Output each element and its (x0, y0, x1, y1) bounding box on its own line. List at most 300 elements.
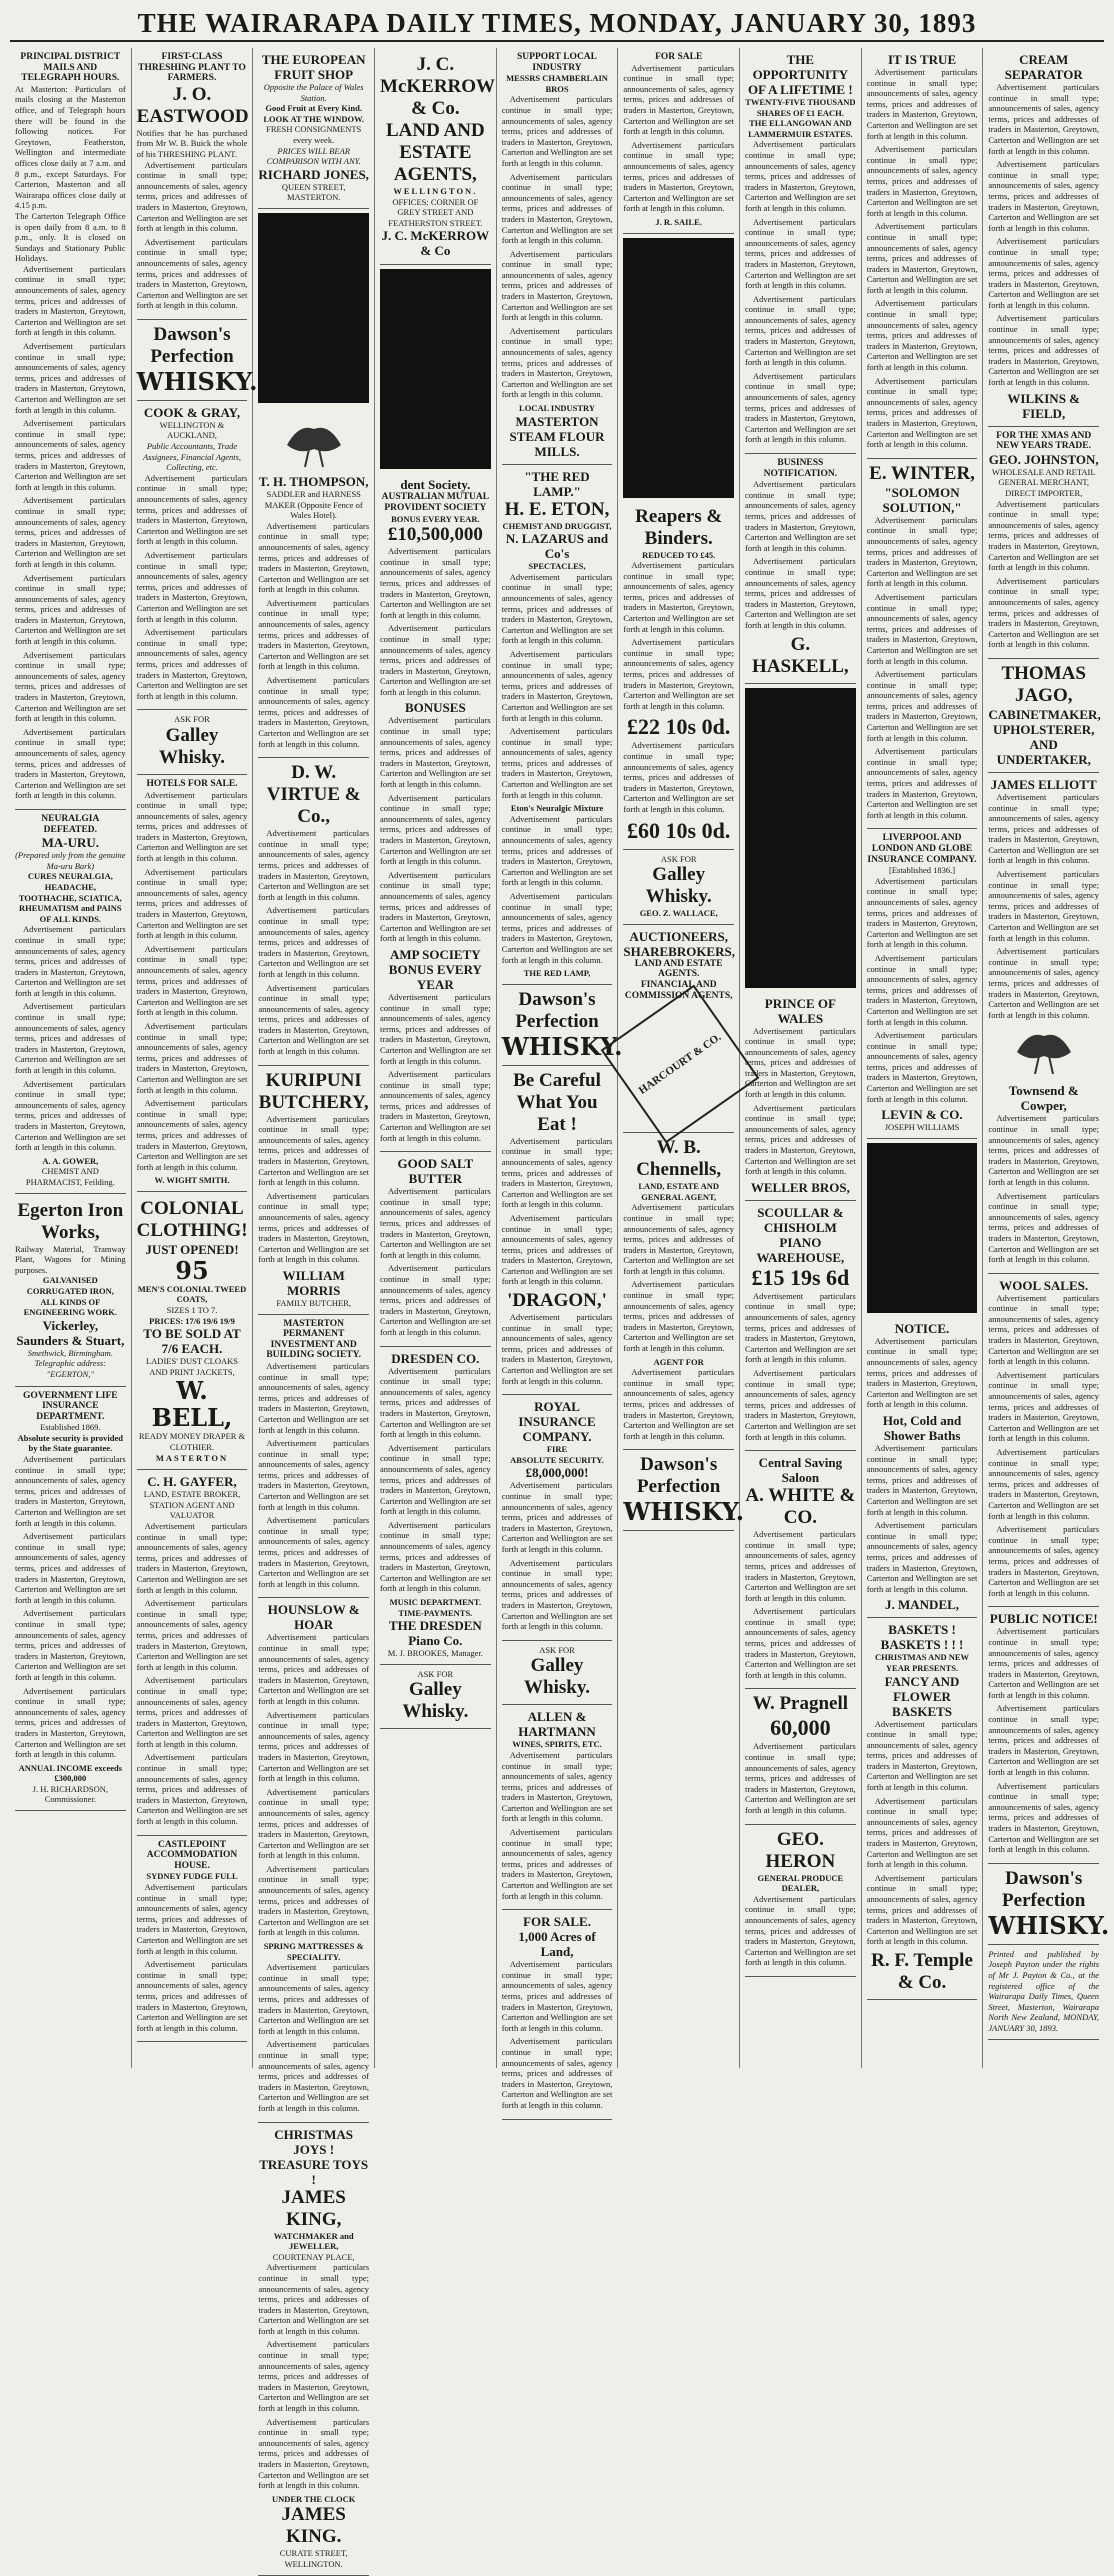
ellangowan: THE ELLANGOWAN AND LAMMERMUIR ESTATES. (748, 118, 853, 139)
j-mandel: J. MANDEL, (885, 1597, 960, 1613)
land-estate-agents: LAND AND ESTATE AGENTS. (634, 958, 723, 980)
bonuses-body: Advertisement particulars continue in small type; announcements of sales, agency terms, prices and addresses of traders in Masterton, Greytown, Carterton and Wellington are set forth at length in this column. (380, 792, 491, 867)
colonial-clothing: COLONIAL CLOTHING! (136, 1197, 248, 1241)
lazarus: N. LAZARUS and Co's (505, 531, 609, 562)
fresh-consignments: FRESH CONSIGNMENTS every week. (266, 124, 362, 145)
amp-society: AMP SOCIETY (390, 946, 481, 962)
neuralgic-body: Advertisement particulars continue in small type; announcements of sales, agency terms, prices and addresses of traders in Masterton, Greytown, Carterton and Wellington are set forth at length in this column. (501, 813, 613, 888)
solomon-body: Advertisement particulars continue in small type; announcements of sales, agency terms, prices and addresses of traders in Masterton, Greytown, Carterton and Wellington are set forth at length in this column. (866, 591, 978, 666)
coat-sale-price: TO BE SOLD AT 7/6 EACH. (143, 1326, 241, 1357)
chennells-role: LAND, ESTATE AND GENERAL AGENT, (638, 1181, 720, 1202)
liverpool-established: [Established 1836.] (888, 865, 956, 876)
dawsons-title-3: Dawson's Perfection (637, 1454, 721, 1498)
saddle-icon-2 (1009, 1024, 1079, 1079)
upholsterer: UPHOLSTERER, (992, 721, 1095, 737)
ask-for-label-3: ASK FOR (539, 1644, 575, 1655)
ladies-dust: LADIES' DUST CLOAKS AND PRINT JACKETS, (145, 1356, 239, 1377)
salt-butter: GOOD SALT BUTTER (397, 1156, 474, 1187)
spring-mattresses: SPRING MATTRESSES & SPECIALITY. (263, 1941, 364, 1962)
mails-body: Advertisement particulars continue in small type; announcements of sales, agency terms, prices and addresses of traders in Masterton, Greytown, Carterton and Wellington are set forth at length in this column. (15, 649, 126, 724)
central-saving: Central Saving Saloon (758, 1455, 843, 1486)
mckerrow-title-2: J. C. McKERROW & Co (381, 228, 490, 259)
vickerley-title: Vickerley, Saunders & Stuart, (16, 1317, 125, 1348)
family-butcher: FAMILY BUTCHER, (276, 1297, 352, 1308)
haskell-name: G. HASKELL, (752, 633, 849, 677)
price-60: £60 10s 0d. (627, 817, 731, 843)
railway-text: Railway Material, Tramway Plant, Wagons for Mining purposes. (15, 1243, 126, 1275)
solomon-solution: "SOLOMON SOLUTION," (882, 484, 962, 515)
threshing-body: Advertisement particulars continue in small type; announcements of sales, agency terms, prices and addresses of traders in Masterton, Greytown, Carterton and Wellington are set forth at length in this column. (136, 159, 248, 234)
government-security: Absolute security is provided by the State guarantee. (17, 1432, 124, 1454)
twenty-five-shares: TWENTY-FIVE THOUSAND SHARES OF £1 EACH. (745, 97, 856, 118)
chamberlain-bros: MESSRS CHAMBERLAIN BROS (506, 73, 608, 94)
dragon-body: Advertisement particulars continue in small type; announcements of sales, agency terms, prices and addresses of traders in Masterton, Greytown, Carterton and Wellington are set forth at length in this column. (501, 1312, 613, 1386)
galley-whisky-3: Galley Whisky. (524, 1655, 591, 1699)
red-lamp-2: THE RED LAMP, (523, 968, 591, 979)
column-1 (10, 48, 132, 2068)
solomon-body: Advertisement particulars continue in small type; announcements of sales, agency terms, prices and addresses of traders in Masterton, Greytown, Carterton and Wellington are set forth at length in this column. (866, 669, 978, 743)
maru-sub: (Prepared only from the genuine Ma-uru Bark) (15, 850, 126, 871)
dw-virtue: D. W. VIRTUE & Co., (266, 762, 361, 828)
general-producer: GENERAL PRODUCE DEALER, (757, 1872, 844, 1894)
prince-body: Advertisement particulars continue in small type; announcements of sales, agency terms, prices and addresses of traders in Masterton, Greytown, Carterton and Wellington are set forth at length in this column. (745, 1025, 856, 1100)
castlepoint-body: Advertisement particulars continue in small type; announcements of sales, agency terms, prices and addresses of traders in Masterton, Greytown, Carterton and Wellington are set forth at length in this column. (136, 1959, 248, 2033)
dw-virtue-body: Advertisement particulars continue in small type; announcements of sales, agency terms, prices and addresses of traders in Masterton, Greytown, Carterton and Wellington are set forth at length in this column. (258, 982, 370, 1057)
auctioneers: AUCTIONEERS, (629, 928, 728, 944)
separator-body: Advertisement particulars continue in small type; announcements of sales, agency terms, prices and addresses of traders in Masterton, Greytown, Carterton and Wellington are set forth at length in this column. (988, 313, 1100, 388)
sharebrokers: SHAREBROKERS, (623, 943, 735, 959)
wilkins-field: WILKINS & FIELD, (1007, 390, 1081, 421)
james-king: JAMES KING, (281, 2186, 346, 2230)
coat-sizes: SIZES 1 TO 7. (166, 1305, 218, 1316)
absolute-security: ABSOLUTE SECURITY. (510, 1454, 604, 1465)
careful-body: Advertisement particulars continue in small type; announcements of sales, agency terms, prices and addresses of traders in Masterton, Greytown, Carterton and Wellington are set forth at length in this column. (501, 1135, 613, 1210)
dresden-co: DRESDEN CO. (391, 1350, 480, 1366)
elliott-body: Advertisement particulars continue in small type; announcements of sales, agency terms, prices and addresses of traders in Masterton, Greytown, Carterton and Wellington are set forth at length in this column. (988, 869, 1100, 943)
government-heading: GOVERNMENT LIFE INSURANCE DEPARTMENT. (23, 1390, 118, 1422)
redacted-block (258, 213, 369, 403)
galley-whisky-4: Galley Whisky. (645, 864, 712, 908)
gayfer-name: C. H. GAYFER, (147, 1474, 237, 1490)
hounslow-body: Advertisement particulars continue in small type; announcements of sales, agency terms, prices and addresses of traders in Masterton, Greytown, Carterton and Wellington are set forth at length in this column. (258, 1632, 370, 1706)
etons-neuralgic: Eton's Neuralgic Mixture (510, 803, 604, 814)
column-4 (375, 48, 497, 2068)
permanent-society: MASTERTON PERMANENT INVESTMENT AND BUILDING SOCIETY. (266, 1318, 362, 1361)
royal-body: Advertisement particulars continue in small type; announcements of sales, agency terms, prices and addresses of traders in Masterton, Greytown, Carterton and Wellington are set forth at length in this column. (501, 1480, 613, 1554)
egerton-title: Egerton Iron Works, (17, 1199, 124, 1243)
galvanised: GALVANISED CORRUGATED IRON, (26, 1275, 114, 1296)
dragon: 'DRAGON,' (507, 1290, 607, 1312)
solomon-body: Advertisement particulars continue in small type; announcements of sales, agency terms, prices and addresses of traders in Masterton, Greytown, Carterton and Wellington are set forth at length in this column. (866, 514, 978, 589)
wight-smith: W. WIGHT SMITH. (154, 1175, 230, 1186)
government-body: Advertisement particulars continue in small type; announcements of sales, agency terms, prices and addresses of traders in Masterton, Greytown, Carterton and Wellington are set forth at length in this column. (15, 1608, 126, 1682)
piano-warehouse: PIANO WAREHOUSE, (756, 1234, 845, 1265)
ready-money: READY MONEY DRAPER & CLOTHIER. (138, 1431, 246, 1453)
bell-town: MASTERTON (155, 1452, 229, 1463)
wines-spirits: WINES, SPIRITS, ETC. (512, 1739, 602, 1750)
threshing-text: Notifies that he has purchased from Mr W. B. Buick the whole of his THRESHING PLANT. (136, 127, 248, 159)
royal-insurance: ROYAL INSURANCE COMPANY. (518, 1399, 596, 1445)
agent-body: Advertisement particulars continue in small type; announcements of sales, agency terms, prices and addresses of traders in Masterton, Greytown, Carterton and Wellington are set forth at length in this column. (623, 1367, 735, 1441)
townsend-body: Advertisement particulars continue in small type; announcements of sales, agency terms, prices and addresses of traders in Masterton, Greytown, Carterton and Wellington are set forth at length in this column. (988, 1113, 1100, 1187)
mails-heading: PRINCIPAL DISTRICT MAILS AND TELEGRAPH HOURS. (20, 52, 121, 84)
james-king-body: Advertisement particulars continue in small type; announcements of sales, agency terms, prices and addresses of traders in Masterton, Greytown, Carterton and Wellington are set forth at length in this column. (258, 2416, 370, 2491)
dresden-body: Advertisement particulars continue in small type; announcements of sales, agency terms, prices and addresses of traders in Masterton, Greytown, Carterton and Wellington are set forth at length in this column. (380, 1442, 491, 1517)
kuripuni-body: Advertisement particulars continue in small type; announcements of sales, agency terms, prices and addresses of traders in Masterton, Greytown, Carterton and Wellington are set forth at length in this column. (258, 1113, 370, 1188)
true-body: Advertisement particulars continue in small type; announcements of sales, agency terms, prices and addresses of traders in Masterton, Greytown, Carterton and Wellington are set forth at length in this column. (866, 67, 978, 141)
mattress-body: Advertisement particulars continue in small type; announcements of sales, agency terms, prices and addresses of traders in Masterton, Greytown, Carterton and Wellington are set forth at length in this column. (258, 2039, 370, 2113)
bonuses: BONUSES (405, 700, 466, 716)
column-9 (983, 48, 1110, 2068)
for-sale-label: FOR SALE (655, 52, 703, 62)
acres-body: Advertisement particulars continue in small type; announcements of sales, agency terms, prices and addresses of traders in Masterton, Greytown, Carterton and Wellington are set forth at length in this column. (501, 2036, 613, 2110)
separator-body: Advertisement particulars continue in small type; announcements of sales, agency terms, prices and addresses of traders in Masterton, Greytown, Carterton and Wellington are set forth at length in this column. (988, 82, 1100, 156)
bonuses-body: Advertisement particulars continue in small type; announcements of sales, agency terms, prices and addresses of traders in Masterton, Greytown, Carterton and Wellington are set forth at length in this column. (380, 715, 491, 790)
column-6 (618, 48, 745, 2068)
business-notification: BUSINESS NOTIFICATION. (763, 458, 838, 479)
saddler-body: Advertisement particulars continue in small type; announcements of sales, agency terms, prices and addresses of traders in Masterton, Greytown, Carterton and Wellington are set forth at length in this column. (258, 520, 370, 595)
separator-body: Advertisement particulars continue in small type; announcements of sales, agency terms, prices and addresses of traders in Masterton, Greytown, Carterton and Wellington are set forth at length in this column. (988, 236, 1100, 310)
bonus-year: BONUS EVERY YEAR. (391, 513, 480, 524)
saddler-body: Advertisement particulars continue in small type; announcements of sales, agency terms, prices and addresses of traders in Masterton, Greytown, Carterton and Wellington are set forth at length in this column. (258, 597, 370, 672)
chennells-body: Advertisement particulars continue in small type; announcements of sales, agency terms, prices and addresses of traders in Masterton, Greytown, Carterton and Wellington are set forth at length in this column. (623, 1279, 735, 1354)
reapers-body: Advertisement particulars continue in small type; announcements of sales, agency terms, prices and addresses of traders in Masterton, Greytown, Carterton and Wellington are set forth at length in this column. (623, 560, 735, 634)
hotels-body: Advertisement particulars continue in small type; announcements of sales, agency terms, prices and addresses of traders in Masterton, Greytown, Carterton and Wellington are set forth at length in this column. (136, 789, 248, 864)
dawsons-whisky: WHISKY. (136, 366, 258, 396)
hotels-body: Advertisement particulars continue in small type; announcements of sales, agency terms, prices and addresses of traders in Masterton, Greytown, Carterton and Wellington are set forth at length in this column. (136, 943, 248, 1018)
amp-body-2: Advertisement particulars continue in small type; announcements of sales, agency terms, prices and addresses of traders in Masterton, Greytown, Carterton and Wellington are set forth at length in this column. (380, 1069, 491, 1143)
column-8 (862, 48, 984, 2068)
fruit-opposite: Opposite the Palace of Wales Station. (263, 82, 364, 103)
w-bell: W. BELL, (151, 1376, 233, 1433)
bonuses-body: Advertisement particulars continue in small type; announcements of sales, agency terms, prices and addresses of traders in Masterton, Greytown, Carterton and Wellington are set forth at length in this column. (380, 869, 491, 944)
hot-cold-baths: Hot, Cold and Shower Baths (882, 1413, 962, 1443)
dresden-body: Advertisement particulars continue in small type; announcements of sales, agency terms, prices and addresses of traders in Masterton, Greytown, Carterton and Wellington are set forth at length in this column. (380, 1365, 491, 1440)
coat-count: 95 (175, 1255, 209, 1285)
steam-flour: MASTERTON STEAM FLOUR MILLS. (509, 413, 605, 459)
support-local: SUPPORT LOCAL INDUSTRY (517, 52, 598, 73)
threshing-heading: FIRST-CLASS THRESHING PLANT TO FARMERS. (138, 52, 246, 84)
james-king-body: Advertisement particulars continue in small type; announcements of sales, agency terms, prices and addresses of traders in Masterton, Greytown, Carterton and Wellington are set forth at length in this column. (258, 2262, 370, 2336)
mails-body: Advertisement particulars continue in small type; announcements of sales, agency terms, prices and addresses of traders in Masterton, Greytown, Carterton and Wellington are set forth at length in this column. (15, 572, 126, 647)
elliott-body: Advertisement particulars continue in small type; announcements of sales, agency terms, prices and addresses of traders in Masterton, Greytown, Carterton and Wellington are set forth at length in this column. (988, 791, 1100, 866)
undertaker: AND UNDERTAKER, (996, 736, 1091, 767)
be-careful: Be Careful What You Eat ! (513, 1069, 601, 1135)
gower-name: A. A. GOWER, (42, 1155, 99, 1166)
maru-body: Advertisement particulars continue in small type; announcements of sales, agency terms, prices and addresses of traders in Masterton, Greytown, Carterton and Wellington are set forth at length in this column. (15, 1001, 126, 1076)
mckerrow-offices: OFFICES: CORNER OF GREY STREET AND FEATHERSTON STREET. (388, 196, 483, 228)
mckerrow-city: WELLINGTON. (393, 186, 478, 196)
mckerrow-title: J. C. McKERROW & Co. (380, 54, 496, 119)
local-industry: LOCAL INDUSTRY (519, 403, 596, 413)
white-body: Advertisement particulars continue in small type; announcements of sales, agency terms, prices and addresses of traders in Masterton, Greytown, Carterton and Wellington are set forth at length in this column. (745, 1529, 856, 1603)
for-sale-body: Advertisement particulars continue in small type; announcements of sales, agency terms, prices and addresses of traders in Masterton, Greytown, Carterton and Wellington are set forth at length in this column. (623, 62, 735, 137)
townsend-body: Advertisement particulars continue in small type; announcements of sales, agency terms, prices and addresses of traders in Masterton, Greytown, Carterton and Wellington are set forth at length in this column. (988, 1190, 1100, 1265)
true-body: Advertisement particulars continue in small type; announcements of sales, agency terms, prices and addresses of traders in Masterton, Greytown, Carterton and Wellington are set forth at length in this column. (866, 375, 978, 450)
liverpool-insurance: LIVERPOOL AND LONDON AND GLOBE INSURANCE COMPANY. (867, 833, 977, 865)
true-body: Advertisement particulars continue in small type; announcements of sales, agency terms, prices and addresses of traders in Masterton, Greytown, Carterton and Wellington are set forth at length in this column. (866, 298, 978, 373)
public-body: Advertisement particulars continue in small type; announcements of sales, agency terms, prices and addresses of traders in Masterton, Greytown, Carterton and Wellington are set forth at length in this column. (988, 1780, 1100, 1855)
for-sale-body: Advertisement particulars continue in small type; announcements of sales, agency terms, prices and addresses of traders in Masterton, Greytown, Carterton and Wellington are set forth at length in this column. (623, 139, 735, 214)
chennells-body: Advertisement particulars continue in small type; announcements of sales, agency terms, prices and addresses of traders in Masterton, Greytown, Carterton and Wellington are set forth at length in this column. (623, 1202, 735, 1276)
column-5 (497, 48, 623, 2110)
eton-name: H. E. ETON, (504, 498, 610, 520)
gayfer-body: Advertisement particulars continue in small type; announcements of sales, agency terms, prices and addresses of traders in Masterton, Greytown, Carterton and Wellington are set forth at length in this column. (136, 1521, 248, 1595)
dresden-piano: THE DRESDEN Piano Co. (388, 1618, 482, 1649)
wm-pragnell: W. Pragnell (752, 1693, 849, 1715)
mattress-body: Advertisement particulars continue in small type; announcements of sales, agency terms, prices and addresses of traders in Masterton, Greytown, Carterton and Wellington are set forth at length in this column. (258, 1962, 370, 2036)
heron-body: Advertisement particulars continue in small type; announcements of sales, agency terms, prices and addresses of traders in Masterton, Greytown, Carterton and Wellington are set forth at length in this column. (745, 1893, 856, 1968)
wallace-name: GEO. Z. WALLACE, (639, 908, 718, 919)
christmas-presents: CHRISTMAS AND NEW YEAR PRESENTS. (875, 1652, 970, 1673)
baskets-body: Advertisement particulars continue in small type; announcements of sales, agency terms, prices and addresses of traders in Masterton, Greytown, Carterton and Wellington are set forth at length in this column. (866, 1718, 978, 1793)
watchmaker: WATCHMAKER and JEWELLER, (273, 2230, 354, 2252)
cook-gray-body: Advertisement particulars continue in small type; announcements of sales, agency terms, prices and addresses of traders in Masterton, Greytown, Carterton and Wellington are set forth at length in this column. (136, 627, 248, 701)
column-7 (740, 48, 862, 2068)
permanent-body: Advertisement particulars continue in small type; announcements of sales, agency terms, prices and addresses of traders in Masterton, Greytown, Carterton and Wellington are set forth at length in this column. (258, 1515, 370, 1589)
saddler-body: Advertisement particulars continue in small type; announcements of sales, agency terms, prices and addresses of traders in Masterton, Greytown, Carterton and Wellington are set forth at length in this column. (258, 675, 370, 749)
reapers-body: Advertisement particulars continue in small type; announcements of sales, agency terms, prices and addresses of traders in Masterton, Greytown, Carterton and Wellington are set forth at length in this column. (623, 637, 735, 711)
chemist: CHEMIST AND DRUGGIST, (502, 520, 612, 531)
gayfer-body: Advertisement particulars continue in small type; announcements of sales, agency terms, prices and addresses of traders in Masterton, Greytown, Carterton and Wellington are set forth at length in this column. (136, 1752, 248, 1827)
ask-for-label-4: ASK FOR (660, 853, 697, 864)
opportunity: THE OPPORTUNITY OF A LIFETIME ! (748, 52, 853, 97)
mails-text: At Masterton: Particulars of mails closing at the Masterton office, and of Telegraph hours there will be found in the following notices. For Greytown, Featherston, Wellington and intermediate offices close daily at 7 a.m. and 8 p.m., except Saturdays. For Carterton, Masterton and all Wairarapa offices close daily at 4.15 p.m. (15, 83, 126, 211)
business-body: Advertisement particulars continue in small type; announcements of sales, agency terms, prices and addresses of traders in Masterton, Greytown, Carterton and Wellington are set forth at length in this column. (745, 479, 856, 553)
courtenay: COURTENAY PLACE, (272, 2251, 355, 2262)
townsend-cowper: Townsend & Cowper, (1008, 1083, 1079, 1114)
saddler-name: T. H. THOMPSON, (258, 473, 369, 489)
true-body: Advertisement particulars continue in small type; announcements of sales, agency terms, prices and addresses of traders in Masterton, Greytown, Carterton and Wellington are set forth at length in this column. (866, 144, 978, 218)
castlepoint-heading: CASTLEPOINT ACCOMMODATION HOUSE. (146, 1839, 238, 1871)
piano-body: Advertisement particulars continue in small type; announcements of sales, agency terms, prices and addresses of traders in Masterton, Greytown, Carterton and Wellington are set forth at length in this column. (745, 1367, 856, 1442)
wool-sales: WOOL SALES. (999, 1277, 1089, 1293)
eton-body: Advertisement particulars continue in small type; announcements of sales, agency terms, prices and addresses of traders in Masterton, Greytown, Carterton and Wellington are set forth at length in this column. (501, 726, 613, 800)
liverpool-body: Advertisement particulars continue in small type; announcements of sales, agency terms, prices and addresses of traders in Masterton, Greytown, Carterton and Wellington are set forth at length in this column. (866, 1030, 978, 1104)
e-winter: E. WINTER, (869, 462, 975, 484)
hounslow-body: Advertisement particulars continue in small type; announcements of sales, agency terms, prices and addresses of traders in Masterton, Greytown, Carterton and Wellington are set forth at length in this column. (258, 1786, 370, 1861)
liverpool-body: Advertisement particulars continue in small type; announcements of sales, agency terms, prices and addresses of traders in Masterton, Greytown, Carterton and Wellington are set forth at length in this column. (866, 952, 978, 1027)
price-22: £22 10s 0d. (627, 714, 731, 740)
dawsons-title-4: Dawson's Perfection (1002, 1867, 1086, 1911)
thomas-jago: THOMAS JAGO, (1001, 662, 1086, 706)
true-body: Advertisement particulars continue in small type; announcements of sales, agency terms, prices and addresses of traders in Masterton, Greytown, Carterton and Wellington are set forth at length in this column. (866, 221, 978, 295)
column-3 (253, 48, 375, 2569)
kuripuni: KURIPUNI BUTCHERY, (258, 1069, 369, 1113)
butter-body: Advertisement particulars continue in small type; announcements of sales, agency terms, prices and addresses of traders in Masterton, Greytown, Carterton and Wellington are set forth at length in this column. (380, 1263, 491, 1337)
wool-body: Advertisement particulars continue in small type; announcements of sales, agency terms, prices and addresses of traders in Masterton, Greytown, Carterton and Wellington are set forth at length in this column. (988, 1292, 1100, 1367)
financial-agents: FINANCIAL AND COMMISSION AGENTS, (624, 979, 733, 1001)
fancy-flower: FANCY AND FLOWER BASKETS (884, 1673, 960, 1719)
maru-text: CURES NEURALGIA, HEADACHE, TOOTHACHE, SCIATICA, RHEUMATISM and PAINS OF ALL KINDS. (18, 871, 122, 924)
neuralgic-body: Advertisement particulars continue in small type; announcements of sales, agency terms, prices and addresses of traders in Masterton, Greytown, Carterton and Wellington are set forth at length in this column. (501, 891, 613, 965)
it-is-true: IT IS TRUE (887, 52, 957, 67)
allen-body: Advertisement particulars continue in small type; announcements of sales, agency terms, prices and addresses of traders in Masterton, Greytown, Carterton and Wellington are set forth at length in this column. (501, 1749, 613, 1824)
red-lamp: "THE RED LAMP." (524, 468, 590, 499)
galley-whisky-2: Galley Whisky. (402, 1679, 469, 1723)
government-body: Advertisement particulars continue in small type; announcements of sales, agency terms, prices and addresses of traders in Masterton, Greytown, Carterton and Wellington are set forth at length in this column. (15, 1685, 126, 1760)
vickerley-sub: Smethwick, Birmingham. (27, 1347, 113, 1358)
coat-prices: PRICES: 17/6 19/6 19/9 (149, 1315, 235, 1326)
for-sale-heading: FOR SALE. (523, 1914, 591, 1930)
ten-million: £10,500,000 (387, 524, 483, 546)
amp-body: Advertisement particulars continue in small type; announcements of sales, agency terms, prices and addresses of traders in Masterton, Greytown, Carterton and Wellington are set forth at length in this column. (380, 546, 491, 620)
dawsons-whisky-3: WHISKY. (623, 1497, 745, 1527)
masthead-title: THE WAIRARAPA DAILY TIMES, MONDAY, JANUARY 30, 1893 (10, 6, 1104, 42)
chamberlain-body: Advertisement particulars continue in small type; announcements of sales, agency terms, prices and addresses of traders in Masterton, Greytown, Carterton and Wellington are set forth at length in this column. (501, 171, 613, 246)
reapers-body-2: Advertisement particulars continue in small type; announcements of sales, agency terms, prices and addresses of traders in Masterton, Greytown, Carterton and Wellington are set forth at length in this column. (623, 740, 735, 814)
a-white: A. WHITE & CO. (745, 1485, 856, 1529)
good-fruit: Good Fruit at Every Kind. (265, 103, 362, 114)
gayfer-body: Advertisement particulars continue in small type; announcements of sales, agency terms, prices and addresses of traders in Masterton, Greytown, Carterton and Wellington are set forth at length in this column. (136, 1675, 248, 1749)
harcourt-stamp: HARCOURT & CO. (601, 985, 760, 1144)
threshing-body: Advertisement particulars continue in small type; announcements of sales, agency terms, prices and addresses of traders in Masterton, Greytown, Carterton and Wellington are set forth at length in this column. (136, 236, 248, 311)
weller-bros: WELLER BROS, (750, 1179, 850, 1195)
telegraphic-address: Telegraphic address: "EGERTON," (34, 1358, 107, 1379)
redacted-block-5 (867, 1143, 978, 1313)
telegraph-text: The Carterton Telegraph Office is open daily from 8 a.m. to 8 p.m., only. It is closed on Sundays and Stationary Public Holidays. (15, 210, 126, 264)
eton-body: Advertisement particulars continue in small type; announcements of sales, agency terms, prices and addresses of traders in Masterton, Greytown, Carterton and Wellington are set forth at length in this column. (501, 571, 613, 646)
temple-co: R. F. Temple & Co. (871, 1949, 973, 1993)
piano-body: Advertisement particulars continue in small type; announcements of sales, agency terms, prices and addresses of traders in Masterton, Greytown, Carterton and Wellington are set forth at length in this column. (745, 1290, 856, 1365)
reapers-binders: Reapers & Binders. (635, 505, 723, 549)
hotels-heading: HOTELS FOR SALE. (146, 778, 238, 789)
business-body: Advertisement particulars continue in small type; announcements of sales, agency terms, prices and addresses of traders in Masterton, Greytown, Carterton and Wellington are set forth at length in this column. (745, 556, 856, 630)
james-king-2: JAMES KING. (281, 2504, 346, 2548)
maru-body: Advertisement particulars continue in small type; announcements of sales, agency terms, prices and addresses of traders in Masterton, Greytown, Carterton and Wellington are set forth at length in this column. (15, 924, 126, 998)
castlepoint-body: Advertisement particulars continue in small type; announcements of sales, agency terms, prices and addresses of traders in Masterton, Greytown, Carterton and Wellington are set forth at length in this column. (136, 1882, 248, 1956)
redacted-block-3 (623, 238, 734, 498)
johnston-wholesale: WHOLESALE AND RETAIL GENERAL MERCHANT, DIRECT IMPORTER, (991, 466, 1096, 498)
elliott-body: Advertisement particulars continue in small type; announcements of sales, agency terms, prices and addresses of traders in Masterton, Greytown, Carterton and Wellington are set forth at length in this column. (988, 946, 1100, 1020)
careful-body: Advertisement particulars continue in small type; announcements of sales, agency terms, prices and addresses of traders in Masterton, Greytown, Carterton and Wellington are set forth at length in this column. (501, 1212, 613, 1287)
prince-body: Advertisement particulars continue in small type; announcements of sales, agency terms, prices and addresses of traders in Masterton, Greytown, Carterton and Wellington are set forth at length in this column. (745, 1102, 856, 1177)
page-columns (10, 48, 1110, 2569)
baskets-body: Advertisement particulars continue in small type; announcements of sales, agency terms, prices and addresses of traders in Masterton, Greytown, Carterton and Wellington are set forth at length in this column. (866, 1872, 978, 1947)
mails-body: Advertisement particulars continue in small type; announcements of sales, agency terms, prices and addresses of traders in Masterton, Greytown, Carterton and Wellington are set forth at length in this column. (15, 726, 126, 801)
eight-million: £8,000,000! (525, 1465, 589, 1481)
amp-body-2: Advertisement particulars continue in small type; announcements of sales, agency terms, prices and addresses of traders in Masterton, Greytown, Carterton and Wellington are set forth at length in this column. (380, 991, 491, 1066)
neuralgia-heading: NEURALGIA DEFEATED. (41, 813, 100, 835)
scoullar-chisholm: SCOULLAR & CHISHOLM (757, 1204, 844, 1235)
cook-gray-body: Advertisement particulars continue in small type; announcements of sales, agency terms, prices and addresses of traders in Masterton, Greytown, Carterton and Wellington are set forth at length in this column. (136, 550, 248, 624)
public-body: Advertisement particulars continue in small type; announcements of sales, agency terms, prices and addresses of traders in Masterton, Greytown, Carterton and Wellington are set forth at length in this column. (988, 1626, 1100, 1700)
look-window: LOOK AT THE WINDOW. (263, 113, 364, 124)
redacted-block-4 (745, 688, 856, 988)
printed-by: Printed and published by Joseph Payton under the rights of Mr J. Payton & Co., at the registered office of the Wairarapa Daily Times, Queen Street, Masterton, Wairarapa North New Zealand, MONDAY, JANUARY 30, 1893. (988, 1948, 1100, 2033)
allen-hartmann: ALLEN & HARTMANN (518, 1709, 596, 1740)
thousand-acres: 1,000 Acres of Land, (518, 1929, 596, 1960)
pragnell-body: Advertisement particulars continue in small type; announcements of sales, agency terms, prices and addresses of traders in Masterton, Greytown, Carterton and Wellington are set forth at length in this column. (745, 1741, 856, 1815)
solomon-body: Advertisement particulars continue in small type; announcements of sales, agency terms, prices and addresses of traders in Masterton, Greytown, Carterton and Wellington are set forth at length in this column. (866, 746, 978, 820)
dw-virtue-body: Advertisement particulars continue in small type; announcements of sales, agency terms, prices and addresses of traders in Masterton, Greytown, Carterton and Wellington are set forth at length in this column. (258, 828, 370, 902)
redacted-block-2 (380, 269, 491, 469)
cook-gray-sub: WELLINGTON & AUCKLAND, (159, 419, 225, 441)
ellangowan-body: Advertisement particulars continue in small type; announcements of sales, agency terms, prices and addresses of traders in Masterton, Greytown, Carterton and Wellington are set forth at length in this column. (745, 370, 856, 445)
hotels-body: Advertisement particulars continue in small type; announcements of sales, agency terms, prices and addresses of traders in Masterton, Greytown, Carterton and Wellington are set forth at length in this column. (136, 1098, 248, 1172)
all-kinds: ALL KINDS OF ENGINEERING WORK. (23, 1296, 118, 1318)
column-2 (132, 48, 258, 2068)
dawsons-title: Dawson's Perfection (150, 323, 234, 367)
william-morris: WILLIAM MORRIS (282, 1267, 345, 1298)
maru-body: Advertisement particulars continue in small type; announcements of sales, agency terms, prices and addresses of traders in Masterton, Greytown, Carterton and Wellington are set forth at length in this column. (15, 1078, 126, 1153)
government-body: Advertisement particulars continue in small type; announcements of sales, agency terms, prices and addresses of traders in Masterton, Greytown, Carterton and Wellington are set forth at length in this column. (15, 1454, 126, 1528)
permanent-body: Advertisement particulars continue in small type; announcements of sales, agency terms, prices and addresses of traders in Masterton, Greytown, Carterton and Wellington are set forth at length in this column. (258, 1360, 370, 1435)
bonus-every-year: BONUS EVERY YEAR (388, 961, 482, 992)
notice-heading: NOTICE. (894, 1320, 950, 1336)
under-clock: UNDER THE CLOCK (271, 2493, 356, 2504)
xmas-trade: FOR THE XMAS AND NEW YEARS TRADE. (996, 430, 1092, 452)
gayfer-body: Advertisement particulars continue in small type; announcements of sales, agency terms, prices and addresses of traders in Masterton, Greytown, Carterton and Wellington are set forth at length in this column. (136, 1598, 248, 1672)
saddler-sub: SADDLER and HARNESS MAKER (Opposite Fence of Wales Hotel). (264, 488, 363, 521)
gayfer-land-agent: LAND, ESTATE BROKER, STATION AGENT AND VALUATOR (143, 1489, 241, 1521)
government-established: Established 1869. (40, 1422, 101, 1433)
cook-gray-title: COOK & GRAY, (143, 404, 241, 420)
ask-for-label-2: ASK FOR (417, 1668, 454, 1679)
dent-society: dent Society. (400, 477, 471, 493)
hounslow-hoar: HOUNSLOW & HOAR (267, 1602, 360, 1633)
ellangowan-body: Advertisement particulars continue in small type; announcements of sales, agency terms, prices and addresses of traders in Masterton, Greytown, Carterton and Wellington are set forth at length in this column. (745, 216, 856, 291)
reduced: REDUCED TO £45. (642, 549, 716, 560)
music-dept: MUSIC DEPARTMENT. (389, 1597, 482, 1608)
commissioner: J. H. RICHARDSON, Commissioner. (32, 1783, 108, 1805)
saile-name: J. R. SAILE. (655, 216, 702, 227)
masterton-agent: JOSEPH WILLIAMS (884, 1122, 960, 1133)
royal-body: Advertisement particulars continue in small type; announcements of sales, agency terms, prices and addresses of traders in Masterton, Greytown, Carterton and Wellington are set forth at length in this column. (501, 1557, 613, 1632)
curate-street: CURATE STREET, WELLINGTON. (279, 2548, 348, 2569)
prince-of-wales: PRINCE OF WALES (764, 995, 836, 1026)
eton-body: Advertisement particulars continue in small type; announcements of sales, agency terms, prices and addresses of traders in Masterton, Greytown, Carterton and Wellington are set forth at length in this column. (501, 648, 613, 723)
mails-body: Advertisement particulars continue in small type; announcements of sales, agency terms, prices and addresses of traders in Masterton, Greytown, Carterton and Wellington are set forth at length in this column. (15, 341, 126, 415)
cabinetmaker: CABINETMAKER, (988, 706, 1101, 722)
white-body: Advertisement particulars continue in small type; announcements of sales, agency terms, prices and addresses of traders in Masterton, Greytown, Carterton and Wellington are set forth at length in this column. (745, 1606, 856, 1680)
accountants-text: Public Accountants, Trade Assignees, Financial Agents, Collecting, etc. (142, 441, 242, 473)
dresden-body: Advertisement particulars continue in small type; announcements of sales, agency terms, prices and addresses of traders in Masterton, Greytown, Carterton and Wellington are set forth at length in this column. (380, 1519, 491, 1594)
galley-whisky: Galley Whisky. (159, 724, 226, 768)
cream-separator: CREAM SEPARATOR (1004, 52, 1083, 82)
ellangowan-body: Advertisement particulars continue in small type; announcements of sales, agency terms, prices and addresses of traders in Masterton, Greytown, Carterton and Wellington are set forth at length in this column. (745, 293, 856, 368)
hounslow-body: Advertisement particulars continue in small type; announcements of sales, agency terms, prices and addresses of traders in Masterton, Greytown, Carterton and Wellington are set forth at length in this column. (258, 1863, 370, 1938)
guinea-price: £15 19s 6d (751, 1264, 850, 1290)
geo-heron: GEO. HERON (765, 1828, 836, 1872)
spectacles: SPECTACLES, (528, 561, 586, 572)
mails-body: Advertisement particulars continue in small type; announcements of sales, agency terms, prices and addresses of traders in Masterton, Greytown, Carterton and Wellington are set forth at length in this column. (15, 263, 126, 338)
permanent-body: Advertisement particulars continue in small type; announcements of sales, agency terms, prices and addresses of traders in Masterton, Greytown, Carterton and Wellington are set forth at length in this column. (258, 1438, 370, 1512)
butter-body: Advertisement particulars continue in small type; announcements of sales, agency terms, prices and addresses of traders in Masterton, Greytown, Carterton and Wellington are set forth at length in this column. (380, 1186, 491, 1260)
wool-body: Advertisement particulars continue in small type; announcements of sales, agency terms, prices and addresses of traders in Masterton, Greytown, Carterton and Wellington are set forth at length in this column. (988, 1524, 1100, 1598)
hounslow-body: Advertisement particulars continue in small type; announcements of sales, agency terms, prices and addresses of traders in Masterton, Greytown, Carterton and Wellington are set forth at length in this column. (258, 1709, 370, 1784)
baskets-2: BASKETS ! ! ! (880, 1637, 964, 1653)
james-elliott: JAMES ELLIOTT (990, 776, 1097, 792)
amp-body: Advertisement particulars continue in small type; announcements of sales, agency terms, prices and addresses of traders in Masterton, Greytown, Carterton and Wellington are set forth at length in this column. (380, 623, 491, 697)
dawsons-whisky-4: WHISKY. (988, 1910, 1110, 1940)
richard-jones: RICHARD JONES, (258, 166, 369, 182)
annual-income: ANNUAL INCOME exceeds £300,000 (18, 1762, 123, 1784)
chamberlain-body: Advertisement particulars continue in small type; announcements of sales, agency terms, prices and addresses of traders in Masterton, Greytown, Carterton and Wellington are set forth at length in this column. (501, 325, 613, 400)
european-fruit: THE EUROPEAN FRUIT SHOP (261, 52, 366, 82)
geo-johnston: GEO. JOHNSTON, (988, 451, 1099, 467)
mails-body: Advertisement particulars continue in small type; announcements of sales, agency terms, prices and addresses of traders in Masterton, Greytown, Carterton and Wellington are set forth at length in this column. (15, 495, 126, 569)
maru-title: MA-URU. (41, 835, 100, 851)
dawsons-title-2: Dawson's Perfection (515, 988, 599, 1032)
ellangowan-body: Advertisement particulars continue in small type; announcements of sales, agency terms, prices and addresses of traders in Masterton, Greytown, Carterton and Wellington are set forth at length in this column. (745, 139, 856, 213)
land-estate: LAND AND ESTATE (386, 120, 485, 163)
hotels-body: Advertisement particulars continue in small type; announcements of sales, agency terms, prices and addresses of traders in Masterton, Greytown, Carterton and Wellington are set forth at length in this column. (136, 866, 248, 941)
mens-tweed: MEN'S COLONIAL TWEED COATS, (137, 1283, 247, 1305)
separator-body: Advertisement particulars continue in small type; announcements of sales, agency terms, prices and addresses of traders in Masterton, Greytown, Carterton and Wellington are set forth at length in this column. (988, 159, 1100, 233)
mails-body: Advertisement particulars continue in small type; announcements of sales, agency terms, prices and addresses of traders in Masterton, Greytown, Carterton and Wellington are set forth at length in this column. (15, 418, 126, 492)
saddle-icon (279, 415, 349, 470)
